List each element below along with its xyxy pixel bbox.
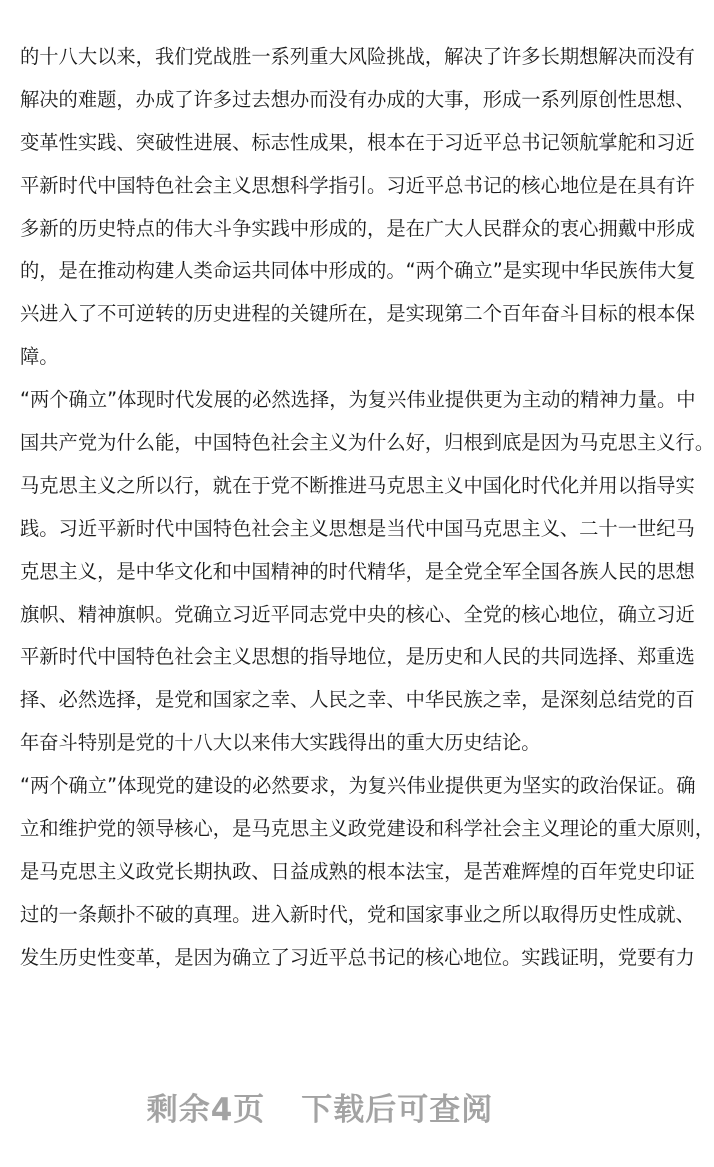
download-prompt[interactable] [0, 1084, 640, 1129]
paragraph-line: 年奋斗特别是党的十八大以来伟大实践得出的重大历史结论。 [20, 731, 541, 755]
paragraph-line: 的十八大以来，我们党战胜一系列重大风险挑战，解决了许多长期想解决而没有 [20, 45, 695, 68]
paragraph-line: “两个确立”体现党的建设的必然要求，为复兴伟业提供更为坚实的政治保证。确 [20, 774, 696, 798]
paragraph-line: 旗帜、精神旗帜。党确立习近平同志党中央的核心、全党的核心地位，确立习近 [20, 602, 695, 626]
remaining-pages-label[interactable]: 剩余4页 [146, 1092, 266, 1128]
download-hint-label[interactable]: 下载后可查阅 [301, 1092, 494, 1128]
paragraph-line: 克思主义，是中华文化和中国精神的时代精华，是全党全军全国各族人民的思想 [20, 559, 695, 583]
paragraph-line: 平新时代中国特色社会主义思想的指导地位，是历史和人民的共同选择、郑重选 [20, 645, 695, 669]
paragraph-line: 践。习近平新时代中国特色社会主义思想是当代中国马克思主义、二十一世纪马 [20, 516, 695, 540]
paragraph-line: “两个确立”体现时代发展的必然选择，为复兴伟业提供更为主动的精神力量。中 [20, 388, 696, 412]
paragraph-line: 兴进入了不可逆转的历史进程的关键所在，是实现第二个百年奋斗目标的根本保 [20, 302, 695, 326]
document-body [20, 44, 714, 988]
paragraph-line: 发生历史性变革，是因为确立了习近平总书记的核心地位。实践证明，党要有力 [20, 945, 695, 969]
paragraph-line: 解决的难题，办成了许多过去想办而没有办成的大事，形成一系列原创性思想、 [20, 87, 695, 111]
paragraph-line: 过的一条颠扑不破的真理。进入新时代，党和国家事业之所以取得历史性成就、 [20, 902, 695, 926]
paragraph-line: 的，是在推动构建人类命运共同体中形成的。“两个确立”是实现中华民族伟大复 [20, 259, 696, 283]
paragraph-line: 平新时代中国特色社会主义思想科学指引。习近平总书记的核心地位是在具有许 [20, 173, 695, 197]
paragraph-line: 马克思主义之所以行，就在于党不断推进马克思主义中国化时代化并用以指导实 [20, 473, 695, 497]
paragraph-line: 是马克思主义政党长期执政、日益成熟的根本法宝，是苦难辉煌的百年党史印证 [20, 859, 695, 883]
paragraph-line: 障。 [20, 345, 59, 369]
paragraph-line: 多新的历史特点的伟大斗争实践中形成的，是在广大人民群众的衷心拥戴中形成 [20, 216, 695, 240]
paragraph-line: 立和维护党的领导核心，是马克思主义政党建设和科学社会主义理论的重大原则， [20, 817, 714, 841]
paragraph-line: 变革性实践、突破性进展、标志性成果，根本在于习近平总书记领航掌舵和习近 [20, 130, 695, 154]
paragraph-line: 择、必然选择，是党和国家之幸、人民之幸、中华民族之幸，是深刻总结党的百 [20, 688, 695, 712]
paragraph-line: 国共产党为什么能，中国特色社会主义为什么好，归根到底是因为马克思主义行。 [20, 431, 714, 455]
